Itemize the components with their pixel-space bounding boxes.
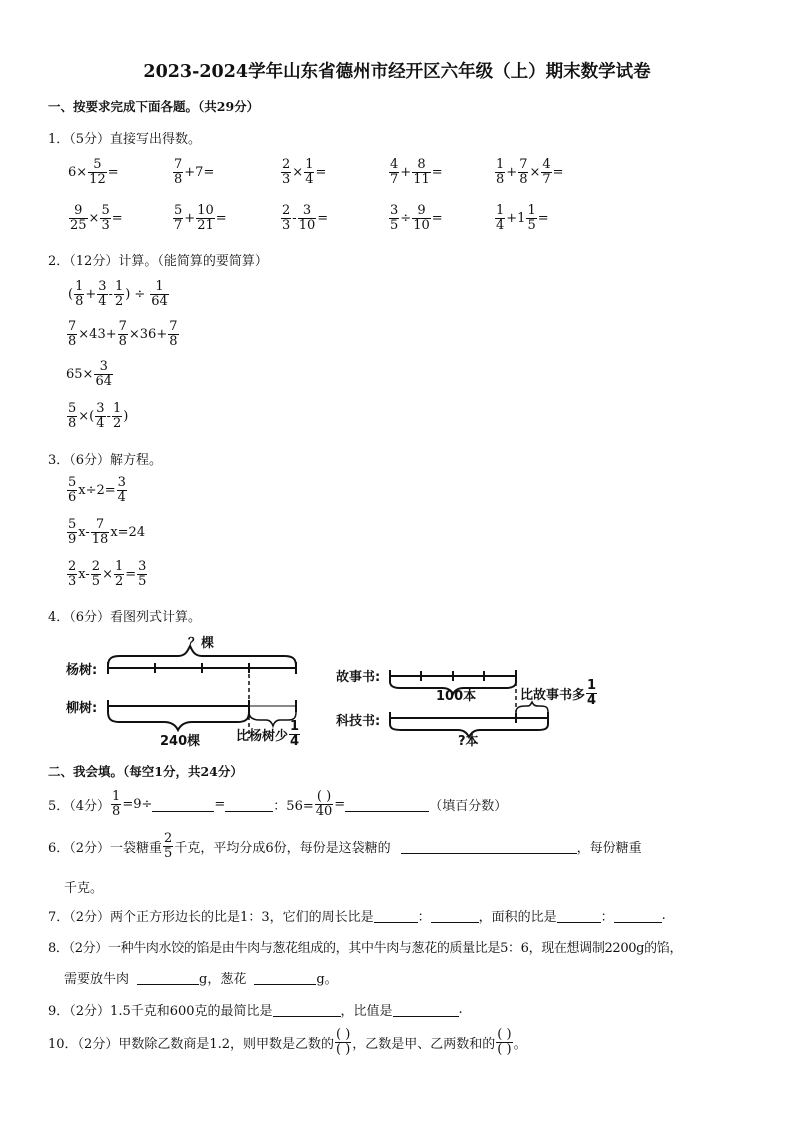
fraction: $\frac{1}{2}$ <box>114 279 124 309</box>
bottom-brace <box>108 712 249 730</box>
fraction-blank[interactable]: $\frac{( )}{( )}$ <box>497 1027 512 1057</box>
expr-text: 需要放牛肉 <box>64 972 130 987</box>
story-total-label: 100本 <box>436 689 477 704</box>
expr-text: （填百分数） <box>429 798 508 814</box>
fraction: $\frac{1}{5}$ <box>527 203 536 233</box>
expr-text: x- <box>78 524 90 540</box>
answer-blank[interactable] <box>374 908 418 923</box>
fraction: $\frac{3}{4}$ <box>98 279 107 309</box>
fraction: $\frac{2}{5}$ <box>91 559 101 589</box>
expr-text: . <box>661 908 666 923</box>
q1-row2-e1 <box>68 204 123 232</box>
expr-text: ，面积的比是 <box>478 910 557 925</box>
equals: = <box>315 164 327 180</box>
operator: - <box>108 286 113 302</box>
q3-e1 <box>66 476 128 504</box>
fraction: $\frac{5}{3}$ <box>101 203 110 233</box>
q3-e2 <box>66 518 145 546</box>
paren: ) <box>123 408 129 424</box>
fraction: $\frac{7}{8}$ <box>174 157 183 187</box>
fraction: $\frac{5}{6}$ <box>68 475 77 505</box>
answer-blank[interactable] <box>225 797 273 812</box>
expr-text: . <box>458 1002 463 1017</box>
q5-label: 5．（4分） <box>48 798 111 814</box>
fraction: $\frac{1}{2}$ <box>114 559 124 589</box>
fraction: $\frac{7}{18}$ <box>91 517 109 547</box>
answer-blank[interactable] <box>614 908 662 923</box>
expr-text: 9．（2分）1.5千克和600克的最简比是 <box>48 1004 273 1019</box>
q4-label: 4．（6分）看图列式计算。 <box>48 610 202 625</box>
q8-line2 <box>64 968 338 987</box>
fraction: $\frac{9}{10}$ <box>413 203 430 233</box>
expr-text: g。 <box>316 972 338 987</box>
fraction: $\frac{9}{25}$ <box>70 203 87 233</box>
yang-row-label: 杨树: <box>66 663 98 678</box>
fraction: $\frac{10}{21}$ <box>197 203 214 233</box>
q1-row1-e2 <box>172 158 214 186</box>
q1-row1-e4 <box>388 158 443 186</box>
fraction: $\frac{2}{3}$ <box>68 559 77 589</box>
answer-blank[interactable] <box>557 908 601 923</box>
fraction: $\frac{3}{64}$ <box>95 359 112 389</box>
q10 <box>48 1028 527 1056</box>
q1-row2-e5 <box>494 204 549 232</box>
operator: × <box>292 164 304 180</box>
operator: +1 <box>506 210 526 226</box>
fraction: $\frac{1}{4}$ <box>587 678 597 708</box>
q8-line1: 8．（2分）一种牛肉水饺的馅是由牛肉与葱花组成的，其中牛肉与葱花的质量比是5：6，现在想调制2200g的馅， <box>48 941 683 956</box>
q1-row1-e3 <box>280 158 326 186</box>
expr-text: 65× <box>66 366 94 382</box>
fraction: $\frac{1}{4}$ <box>496 203 505 233</box>
expr-text: x- <box>78 566 90 582</box>
operator: × <box>102 566 113 582</box>
expr-text: ： <box>417 910 431 925</box>
q1-label: 1．（5分）直接写出得数。 <box>48 132 202 147</box>
fraction: $\frac{5}{12}$ <box>89 157 106 187</box>
q5 <box>48 790 507 818</box>
story-row-label: 故事书: <box>336 670 381 685</box>
expr-text: ，乙数是甲、乙两数和的 <box>352 1036 496 1052</box>
q7 <box>48 906 666 925</box>
page-title: 2023-2024学年山东省德州市经开区六年级（上）期末数学试卷 <box>143 62 651 82</box>
expr-text: ，每份糖重 <box>576 840 642 856</box>
fraction: $\frac{1}{4}$ <box>305 157 314 187</box>
q1-row2-e3 <box>280 204 328 232</box>
section-1-heading: 一、按要求完成下面各题。（共29分） <box>48 99 260 114</box>
q6-label: 6．（2分）一袋糖重 <box>48 840 163 856</box>
liu-row-label: 柳树: <box>66 701 98 716</box>
diff-text: 比杨树少 <box>236 728 289 744</box>
fraction: $\frac{1}{4}$ <box>290 719 300 749</box>
fraction: $\frac{5}{8}$ <box>68 401 77 431</box>
q2-e2 <box>66 320 180 348</box>
equals: = <box>431 164 443 180</box>
paren: ) <box>125 286 131 302</box>
expr-text: +7= <box>184 164 215 180</box>
equals: = <box>317 210 329 226</box>
fraction: $\frac{2}{3}$ <box>282 157 291 187</box>
section-2-heading: 二、我会填。（每空1分，共24分） <box>48 764 243 779</box>
fraction: $\frac{5}{7}$ <box>174 203 183 233</box>
expr-text: g，葱花 <box>199 972 247 987</box>
q1-row1-e1 <box>68 158 119 186</box>
story-diff-label <box>520 679 598 707</box>
operator: × <box>529 164 541 180</box>
operator: - <box>106 408 111 424</box>
operator: - <box>292 210 297 226</box>
fraction-blank[interactable]: $\frac{( )}{40}$ <box>315 789 333 819</box>
fraction: $\frac{1}{8}$ <box>496 157 505 187</box>
equals: = <box>537 210 549 226</box>
paren: ( <box>68 286 74 302</box>
expr-text: 10．（2分）甲数除乙数商是1.2，则甲数是乙数的 <box>48 1036 334 1052</box>
tree-diagram <box>60 628 320 750</box>
fraction: $\frac{4}{7}$ <box>542 157 551 187</box>
operator: + <box>506 164 518 180</box>
fraction: $\frac{7}{8}$ <box>519 157 528 187</box>
expr-text: =9÷ <box>122 796 153 812</box>
expr-text: ×43+ <box>78 326 117 342</box>
fraction: $\frac{3}{5}$ <box>390 203 399 233</box>
fraction: $\frac{5}{9}$ <box>68 517 77 547</box>
q1-row1-e5 <box>494 158 564 186</box>
fraction: $\frac{1}{64}$ <box>151 279 168 309</box>
answer-blank[interactable] <box>152 797 214 812</box>
equals: = <box>215 210 227 226</box>
q2-label: 2．（12分）计算。（能简算的要简算） <box>48 254 268 269</box>
fraction: $\frac{1}{8}$ <box>75 279 84 309</box>
fraction: $\frac{7}{8}$ <box>169 319 178 349</box>
science-total-label: ?本 <box>458 734 479 749</box>
equals: = <box>214 796 226 812</box>
fraction: $\frac{2}{3}$ <box>282 203 291 233</box>
fraction-blank[interactable]: $\frac{( )}{( )}$ <box>336 1027 351 1057</box>
expr-text: x=24 <box>110 524 146 540</box>
q3-label: 3．（6分）解方程。 <box>48 453 163 468</box>
answer-blank[interactable] <box>345 797 429 812</box>
fraction: $\frac{3}{4}$ <box>96 401 105 431</box>
expr-text: 6× <box>68 164 88 180</box>
q3-e3 <box>66 560 148 588</box>
q2-e3 <box>66 360 114 388</box>
q6-line1 <box>48 832 642 860</box>
answer-blank[interactable] <box>273 1002 341 1017</box>
expr-text: 。 <box>513 1036 527 1052</box>
equals: = <box>431 210 443 226</box>
expr-text: ： <box>600 910 614 925</box>
operator: ÷ <box>134 286 146 302</box>
expr-text: 7．（2分）两个正方形边长的比是1：3，它们的周长比是 <box>48 910 374 925</box>
fraction: $\frac{4}{7}$ <box>390 157 399 187</box>
answer-blank[interactable] <box>393 1002 459 1017</box>
fraction: $\frac{1}{8}$ <box>112 789 121 819</box>
equals: = <box>334 796 346 812</box>
answer-blank[interactable] <box>401 839 577 854</box>
fraction: $\frac{3}{4}$ <box>117 475 126 505</box>
answer-blank[interactable] <box>137 970 199 985</box>
q1-row2-e4 <box>388 204 443 232</box>
science-row-label: 科技书: <box>336 714 381 729</box>
operator: + <box>400 164 412 180</box>
q1-row2-e2 <box>172 204 227 232</box>
expr-text: x÷2= <box>78 482 116 498</box>
equals: = <box>107 164 119 180</box>
liu-diff-label <box>236 720 301 748</box>
operator: + <box>85 286 97 302</box>
q2-e4 <box>66 402 128 430</box>
operator: × <box>88 210 100 226</box>
equals: = <box>552 164 564 180</box>
expr-text: 千克，平均分成6份，每份是这袋糖的 <box>174 840 391 856</box>
expr-text: ×( <box>78 408 95 424</box>
fraction: $\frac{7}{8}$ <box>118 319 127 349</box>
fraction: $\frac{2}{5}$ <box>164 831 173 861</box>
equals: = <box>125 566 137 582</box>
operator: + <box>184 210 196 226</box>
fraction: $\frac{7}{8}$ <box>68 319 77 349</box>
q2-e1 <box>68 280 170 308</box>
fraction: $\frac{1}{2}$ <box>112 401 122 431</box>
answer-blank[interactable] <box>431 908 479 923</box>
expr-text: ，比值是 <box>340 1004 393 1019</box>
fraction: $\frac{3}{10}$ <box>298 203 316 233</box>
expr-text: ×36+ <box>128 326 168 342</box>
answer-blank[interactable] <box>254 970 316 985</box>
q9 <box>48 1000 463 1019</box>
fraction: $\frac{8}{11}$ <box>413 157 430 187</box>
operator: ÷ <box>400 210 412 226</box>
yang-total-label: ？棵 <box>188 636 215 651</box>
q6-line2: 千克。 <box>64 881 104 896</box>
equals: = <box>111 210 123 226</box>
expr-text: ：56= <box>273 798 314 814</box>
diff-text: 比故事书多 <box>520 687 586 703</box>
book-diagram <box>334 652 624 748</box>
liu-total-label: 240棵 <box>160 734 201 749</box>
fraction: $\frac{3}{5}$ <box>138 559 147 589</box>
